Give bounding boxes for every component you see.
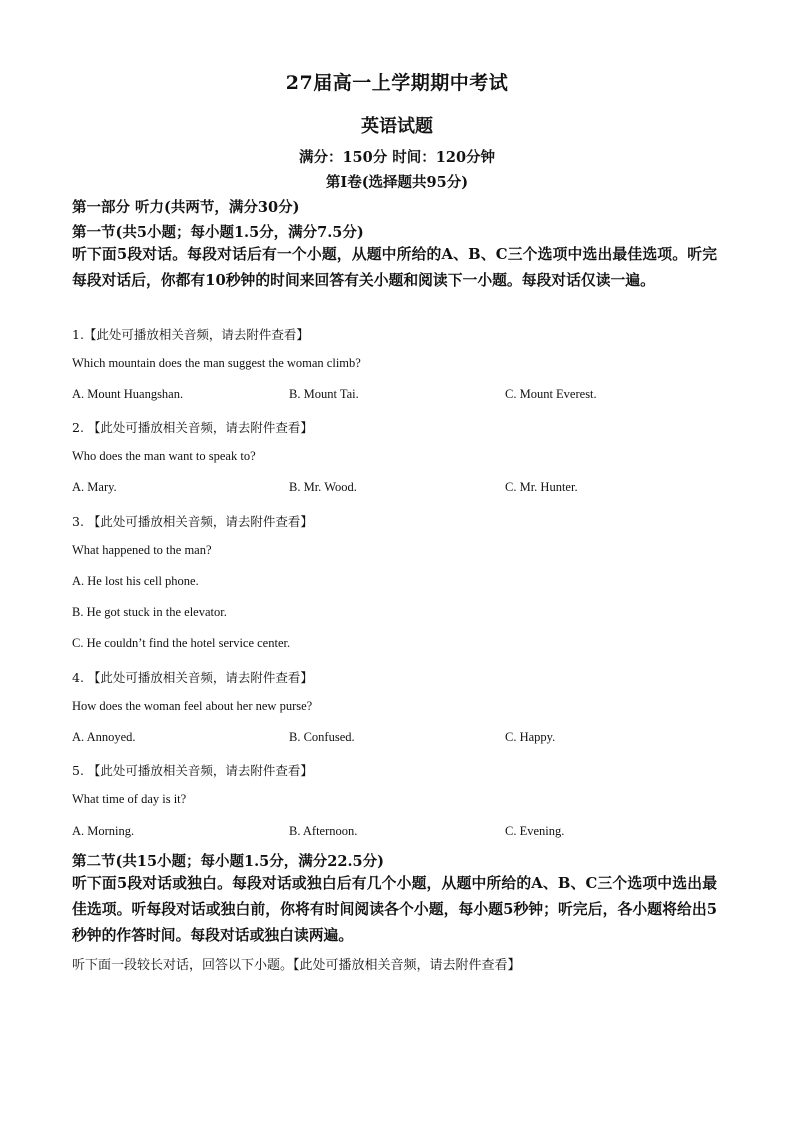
section2-title: 第二节(共15小题；每小题1.5分，满分22.5分) [72,853,384,870]
question-3-option-c[interactable]: C. He couldn’t find the hotel service center. [72,636,291,650]
question-2-label: 2. 【此处可播放相关音频，请去附件查看】 [72,420,313,435]
question-4-text: How does the woman feel about her new purse? [72,699,313,713]
exam-title: 27届高一上学期期中考试 [285,72,509,94]
question-5-label: 5. 【此处可播放相关音频，请去附件查看】 [72,763,313,778]
question-3-option-b[interactable]: B. He got stuck in the elevator. [72,605,227,619]
subject-title: 英语试题 [361,116,433,137]
volume-title: 第Ⅰ卷(选择题共95分) [325,174,469,191]
question-1-option-a[interactable]: A. Mount Huangshan. [72,387,184,401]
question-2-option-b[interactable]: B. Mr. Wood. [289,480,357,494]
question-4-label: 4. 【此处可播放相关音频，请去附件查看】 [72,670,313,685]
question-2-option-c[interactable]: C. Mr. Hunter. [505,480,578,494]
question-3-label: 3. 【此处可播放相关音频，请去附件查看】 [72,514,313,529]
question-1-text: Which mountain does the man suggest the woman climb? [72,356,361,370]
question-2-option-a[interactable]: A. Mary. [72,480,117,494]
question-5-option-c[interactable]: C. Evening. [505,824,565,838]
question-1-label: 1.【此处可播放相关音频，请去附件查看】 [72,327,309,342]
question-5-option-b[interactable]: B. Afternoon. [289,824,358,838]
question-5-text: What time of day is it? [72,792,187,806]
question-5-option-a[interactable]: A. Morning. [72,824,135,838]
question-3-text: What happened to the man? [72,543,212,557]
question-4-option-c[interactable]: C. Happy. [505,730,556,744]
question-2-text: Who does the man want to speak to? [72,449,256,463]
exam-meta: 满分：150分 时间：120分钟 [298,149,496,166]
section1-title: 第一节(共5小题；每小题1.5分，满分7.5分) [72,224,364,241]
section2-note: 听下面一段较长对话，回答以下小题。【此处可播放相关音频，请去附件查看】 [72,958,521,973]
question-4-option-b[interactable]: B. Confused. [289,730,355,744]
section2-instructions: 听下面5段对话或独白。每段对话或独白后有几个小题，从题中所给的A、B、C三个选项中选出最佳选项。听每段对话或独白前，你将有时间阅读各个小题，每小题5秒钟；听完后，各小题将给出5秒钟的作答时间。每段对话或独白读两遍。 [72,875,717,944]
question-3-option-a[interactable]: A. He lost his cell phone. [72,574,199,588]
question-1-option-b[interactable]: B. Mount Tai. [289,387,359,401]
part1-title: 第一部分 听力(共两节，满分30分) [72,199,300,216]
question-1-option-c[interactable]: C. Mount Everest. [505,387,597,401]
question-4-option-a[interactable]: A. Annoyed. [72,730,136,744]
section1-instructions: 听下面5段对话。每段对话后有一个小题，从题中所给的A、B、C三个选项中选出最佳选项。听完每段对话后，你都有10秒钟的时间来回答有关小题和阅读下一小题。每段对话仅读一遍。 [72,246,717,289]
